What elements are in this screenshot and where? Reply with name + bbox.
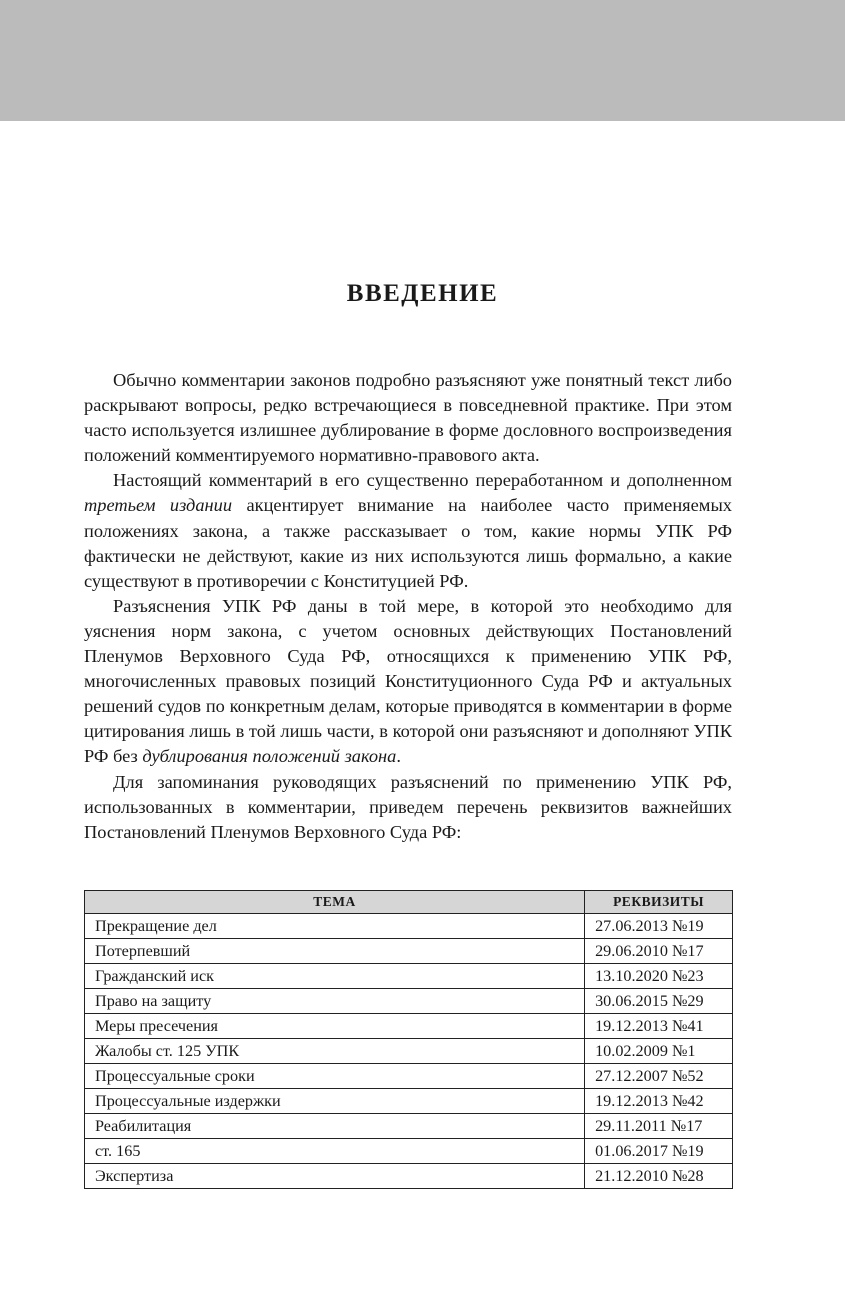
table-row bbox=[85, 914, 733, 939]
topic-cell: Гражданский иск bbox=[85, 964, 585, 989]
header-band bbox=[0, 0, 845, 121]
table-row bbox=[85, 1014, 733, 1039]
requisites-cell: 19.12.2013 №42 bbox=[585, 1089, 733, 1114]
requisites-cell: 27.12.2007 №52 bbox=[585, 1064, 733, 1089]
topic-cell: Право на защиту bbox=[85, 989, 585, 1014]
table-row bbox=[85, 1064, 733, 1089]
table-row bbox=[85, 1089, 733, 1114]
requisites-cell: 29.06.2010 №17 bbox=[585, 939, 733, 964]
requisites-cell: 13.10.2020 №23 bbox=[585, 964, 733, 989]
topic-cell: ст. 165 bbox=[85, 1139, 585, 1164]
topic-cell: Реабилитация bbox=[85, 1114, 585, 1139]
table-row bbox=[85, 964, 733, 989]
requisites-cell: 21.12.2010 №28 bbox=[585, 1164, 733, 1189]
table-header-row bbox=[85, 891, 733, 914]
table-row bbox=[85, 1164, 733, 1189]
paragraph-2-text-a: Настоящий комментарий в его существенно переработанном и дополненном bbox=[113, 470, 732, 491]
requisites-cell: 19.12.2013 №41 bbox=[585, 1014, 733, 1039]
header-topic: ТЕМА bbox=[85, 891, 585, 914]
table-row bbox=[85, 1039, 733, 1064]
paragraph-3-text-b: . bbox=[396, 746, 401, 767]
paragraph-4: Для запоминания руководящих разъяснений по применению УПК РФ, использованных в комментарии, приведем перечень реквизитов важнейших Постановлений Пленумов Верховного Суда РФ: bbox=[84, 771, 732, 842]
paragraph-2-italic: третьем издании bbox=[84, 495, 233, 516]
requisites-table bbox=[84, 890, 733, 1189]
topic-cell: Экспертиза bbox=[85, 1164, 585, 1189]
table-row bbox=[85, 989, 733, 1014]
paragraph-2-text-b: акцентирует внимание на наиболее часто применяемых положениях закона, а также рассказывает о том, какие нормы УПК РФ фактически не действуют, какие из них используются лишь формально, а какие существуют в противоречии с Конституцией РФ. bbox=[84, 495, 732, 591]
topic-cell: Процессуальные издержки bbox=[85, 1089, 585, 1114]
topic-cell: Прекращение дел bbox=[85, 914, 585, 939]
body-text bbox=[84, 368, 732, 845]
requisites-cell: 01.06.2017 №19 bbox=[585, 1139, 733, 1164]
table-row bbox=[85, 939, 733, 964]
topic-cell: Жалобы ст. 125 УПК bbox=[85, 1039, 585, 1064]
paragraph-2 bbox=[84, 468, 732, 593]
requisites-cell: 29.11.2011 №17 bbox=[585, 1114, 733, 1139]
requisites-cell: 30.06.2015 №29 bbox=[585, 989, 733, 1014]
table-row bbox=[85, 1139, 733, 1164]
requisites-cell: 27.06.2013 №19 bbox=[585, 914, 733, 939]
requisites-cell: 10.02.2009 №1 bbox=[585, 1039, 733, 1064]
page-title: ВВЕДЕНИЕ bbox=[346, 280, 499, 307]
topic-cell: Процессуальные сроки bbox=[85, 1064, 585, 1089]
topic-cell: Меры пресечения bbox=[85, 1014, 585, 1039]
header-requisites: РЕКВИЗИТЫ bbox=[585, 891, 733, 914]
paragraph-1: Обычно комментарии законов подробно разъясняют уже понятный текст либо раскрывают вопросы, редко встречающиеся в повседневной практике. При этом часто используется излишнее дублирование в форме дословного воспроизведения положений комментируемого нормативно-правового акта. bbox=[84, 370, 732, 466]
topic-cell: Потерпевший bbox=[85, 939, 585, 964]
paragraph-3 bbox=[84, 594, 732, 770]
paragraph-3-text-a: Разъяснения УПК РФ даны в той мере, в которой это необходимо для уяснения норм закона, с учетом основных действующих Постановлений Пленумов Верховного Суда РФ, относящихся к применению УПК РФ, многочисленных правовых позиций Конституционного Суда РФ и актуальных решений судов по конкретным делам, которые приводятся в комментарии в форме цитирования лишь в той лишь части, в которой они разъясняют и дополняют УПК РФ без bbox=[84, 595, 732, 767]
table-row bbox=[85, 1114, 733, 1139]
paragraph-3-italic: дублирования положений закона bbox=[142, 746, 397, 767]
